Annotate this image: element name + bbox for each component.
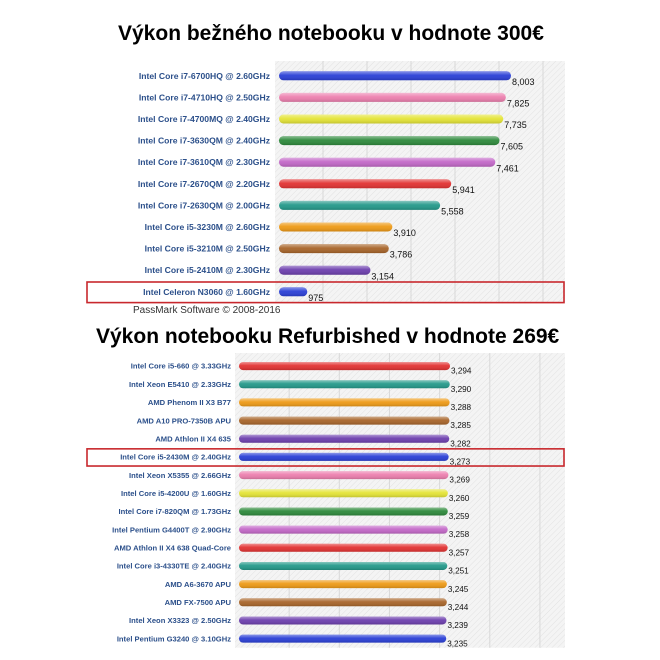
bar-shine [239,471,448,479]
bar-shine [239,635,446,643]
bar-shine [239,453,449,461]
category-label: Intel Core i7-2670QM @ 2.20GHz [137,178,270,189]
value-label: 975 [308,292,324,303]
value-label: 7,735 [504,120,527,131]
value-label: 3,154 [371,271,394,282]
chart-title-top: Výkon bežného notebooku v hodnote 300€ [118,22,544,45]
value-label: 3,285 [450,421,471,431]
bar-shine [279,223,392,232]
value-label: 3,282 [450,439,471,449]
value-label: 3,786 [389,249,413,260]
bar-shine [239,526,448,534]
category-label: Intel Pentium G3240 @ 3.10GHz [116,634,231,644]
category-label: AMD Phenom II X3 B77 [147,398,231,408]
category-label: Intel Core i7-4710HQ @ 2.50GHz [138,92,270,103]
category-label: Intel Core i7-3610QM @ 2.30GHz [137,157,270,168]
category-label: Intel Xeon X5355 @ 2.66GHz [129,470,231,480]
value-label: 3,259 [448,512,470,522]
bar-shine [279,158,495,167]
chart-bottom [87,353,565,648]
category-label: AMD A6-3670 APU [164,579,231,589]
bar-shine [239,380,450,388]
value-label: 7,461 [496,163,519,174]
category-label: Intel Core i7-4700MQ @ 2.40GHz [137,114,270,125]
category-label: Intel Celeron N3060 @ 1.60GHz [143,286,270,297]
value-label: 3,251 [448,566,469,576]
category-label: Intel Core i5-3230M @ 2.60GHz [144,222,270,233]
category-label: Intel Core i5-2430M @ 2.40GHz [120,452,231,462]
category-label: Intel Core i7-2630QM @ 2.00GHz [137,200,270,211]
bar-shine [239,598,447,606]
value-label: 3,239 [447,621,468,631]
bar-shine [239,544,448,552]
value-label: 8,003 [512,76,535,87]
bar-shine [239,489,448,497]
category-label: Intel Pentium G4400T @ 2.90GHz [112,525,231,535]
category-label: Intel Xeon E5410 @ 2.33GHz [129,379,231,389]
bar-shine [279,201,440,210]
footer-credit: PassMark Software © 2008-2016 [133,305,281,316]
bar-shine [279,287,307,296]
value-label: 3,294 [451,366,472,376]
value-label: 3,910 [393,228,416,239]
chart-title-bottom: Výkon notebooku Refurbished v hodnote 269€ [96,325,560,348]
bar-shine [239,398,450,406]
value-label: 3,235 [447,639,468,649]
bar-shine [239,580,447,588]
value-label: 5,558 [441,206,464,217]
bar-shine [279,115,503,124]
category-label: Intel Core i7-820QM @ 1.73GHz [118,507,231,517]
bar-shine [239,362,450,370]
bar-shine [239,562,447,570]
value-label: 3,288 [450,403,472,413]
category-label: Intel Core i5-3210M @ 2.50GHz [144,243,270,254]
value-label: 3,244 [447,602,469,612]
value-label: 5,941 [452,184,475,195]
value-label: 3,245 [447,584,469,594]
category-label: AMD Athlon II X4 638 Quad-Core [113,543,231,553]
category-label: Intel Core i5-2410M @ 2.30GHz [144,265,270,276]
category-label: AMD A10 PRO-7350B APU [136,416,231,426]
category-label: Intel Core i3-4330TE @ 2.40GHz [116,561,231,571]
category-label: Intel Core i5-660 @ 3.33GHz [130,361,231,371]
value-label: 3,257 [448,548,470,558]
category-label: Intel Core i7-3630QM @ 2.40GHz [137,135,270,146]
bar-shine [239,435,449,443]
category-label: Intel Core i5-4200U @ 1.60GHz [121,488,231,498]
value-label: 3,273 [449,457,471,467]
bar-shine [239,417,449,425]
bar-shine [239,616,446,624]
bar-shine [279,93,506,102]
bar-shine [279,266,370,275]
value-label: 3,258 [448,530,470,540]
value-label: 7,605 [500,141,523,152]
value-label: 3,290 [450,384,472,394]
value-label: 3,269 [449,475,470,485]
category-label: Intel Xeon X3323 @ 2.50GHz [129,616,231,626]
category-label: AMD Athlon II X4 635 [155,434,231,444]
bar-shine [279,71,511,80]
bar-shine [279,244,389,253]
value-label: 3,260 [448,493,470,503]
bar-shine [239,507,448,515]
value-label: 7,825 [506,98,530,109]
chart-top [87,61,565,303]
category-label: AMD FX-7500 APU [164,597,231,607]
bar-shine [279,136,499,145]
category-label: Intel Core i7-6700HQ @ 2.60GHz [138,70,270,81]
bar-shine [279,179,451,188]
